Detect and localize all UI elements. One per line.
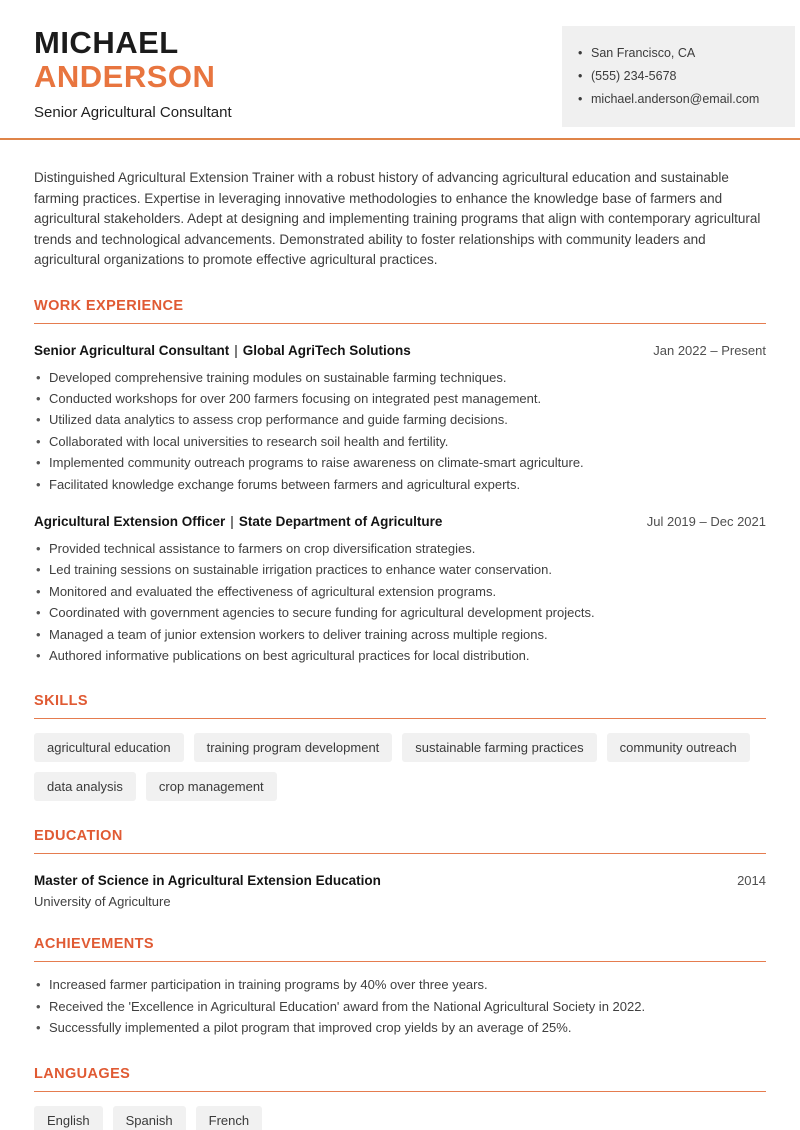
achievement-list [34,974,766,1038]
last-name: ANDERSON [34,59,216,94]
contact-item: • San Francisco, CA [578,45,779,62]
bullet-item: • Utilized data analytics to assess crop performance and guide farming decisions. [34,409,766,430]
first-name: MICHAEL [34,25,179,60]
bullet-item: • Developed comprehensive training modules on sustainable farming techniques. [34,367,766,388]
contact-card [562,26,795,127]
language-tag: French [196,1106,262,1130]
bullet-item: • Coordinated with government agencies to secure funding for agricultural development projects. [34,602,766,623]
section-achievements [34,936,766,1038]
person-job-title: Senior Agricultural Consultant [34,104,232,121]
job-role: Senior Agricultural Consultant [34,342,230,358]
bullet-item: • Led training sessions on sustainable irrigation practices to enhance water conservation. [34,559,766,580]
job-title [34,514,442,529]
skill-tag: data analysis [34,772,136,801]
section-title: LANGUAGES [34,1065,131,1082]
job-bullet-list [34,538,766,666]
skill-tag: community outreach [607,733,750,762]
degree-name: Master of Science in Agricultural Extension Education [34,873,381,889]
job-entry [34,514,766,666]
contact-item: • michael.anderson@email.com [578,91,779,108]
section-title: ACHIEVEMENTS [34,936,155,953]
bullet-item: • Successfully implemented a pilot program that improved crop yields by an average of 25%. [34,1017,766,1038]
job-entry [34,343,766,495]
job-bullet-list [34,367,766,495]
section-rule [34,323,766,324]
bullet-item: • Conducted workshops for over 200 farmers focusing on integrated pest management. [34,388,766,409]
bullet-item: • Monitored and evaluated the effectiveness of agricultural extension programs. [34,581,766,602]
bullet-item: • Authored informative publications on best agricultural practices for local distribution. [34,645,766,666]
section-rule [34,961,766,962]
header [0,0,800,140]
bullet-item: • Implemented community outreach programs to raise awareness on climate-smart agriculture. [34,452,766,473]
bullet-item: • Provided technical assistance to farmers on crop diversification strategies. [34,538,766,559]
job-date: Jan 2022 – Present [653,342,766,358]
section-rule [34,718,766,719]
job-company: Global AgriTech Solutions [242,342,411,358]
header-divider [0,138,800,140]
skill-tag: sustainable farming practices [402,733,596,762]
contact-item: • (555) 234-5678 [578,68,779,85]
job-role: Agricultural Extension Officer [34,513,226,529]
education-entry [34,873,766,888]
section-title: EDUCATION [34,828,123,845]
bullet-item: • Increased farmer participation in training programs by 40% over three years. [34,974,766,995]
job-title-separator: | [234,342,238,358]
section-rule [34,853,766,854]
section-title: SKILLS [34,693,88,710]
school-name: University of Agriculture [34,894,171,910]
bullet-item: • Facilitated knowledge exchange forums between farmers and agricultural experts. [34,474,766,495]
bullet-item: • Received the 'Excellence in Agricultural Education' award from the National Agricultural Society in 2022. [34,996,766,1017]
language-tag: Spanish [113,1106,186,1130]
summary-text: Distinguished Agricultural Extension Trainer with a robust history of advancing agricultural education and sustainable farming practices. Expertise in leveraging innovative methodologies to enhance the knowledge base of farmers and agricultural stakeholders. Adept at designing and implementing training programs that align with contemporary agricultural trends and technological advancements. Demonstrated ability to foster relationships with community leaders and agricultural organizations to promote effective agricultural practices. [34,170,761,267]
skill-tag-list [34,733,766,801]
job-title-separator: | [230,513,234,529]
language-tag-list [34,1106,766,1130]
content [0,168,800,1130]
section-title: WORK EXPERIENCE [34,297,184,314]
graduation-year: 2014 [737,873,766,889]
job-head [34,514,766,529]
section-languages [34,1066,766,1130]
bullet-item: • Managed a team of junior extension workers to deliver training across multiple regions. [34,624,766,645]
skill-tag: crop management [146,772,277,801]
language-tag: English [34,1106,103,1130]
job-date: Jul 2019 – Dec 2021 [646,513,766,529]
section-education [34,828,766,909]
contact-list [578,45,779,108]
section-rule [34,1091,766,1092]
job-head [34,343,766,358]
section-skills [34,693,766,801]
bullet-item: • Collaborated with local universities to research soil health and fertility. [34,431,766,452]
job-title [34,343,411,358]
job-company: State Department of Agriculture [238,513,443,529]
section-work-experience [34,298,766,667]
skill-tag: training program development [194,733,393,762]
skill-tag: agricultural education [34,733,184,762]
